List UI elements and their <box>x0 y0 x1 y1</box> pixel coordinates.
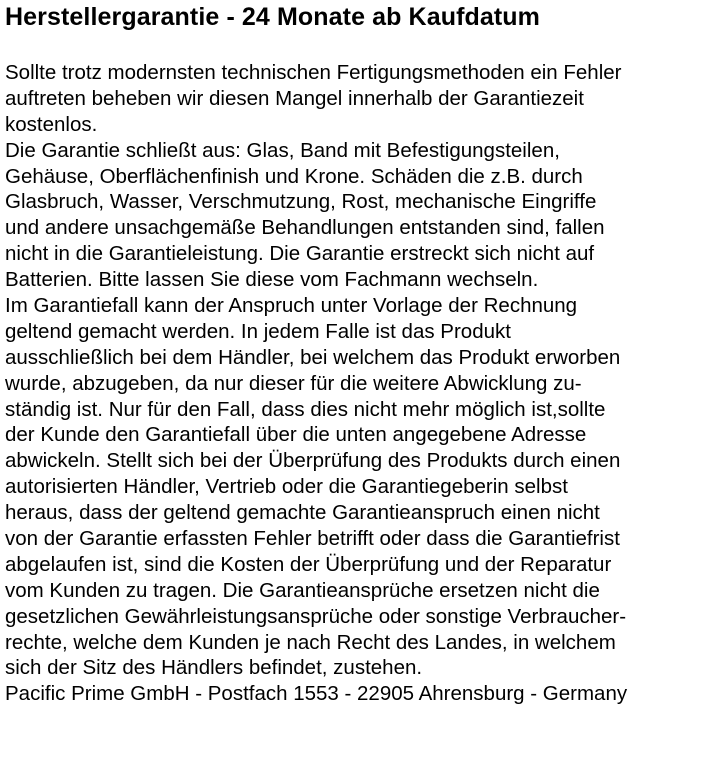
text-line: kostenlos. <box>5 112 98 136</box>
text-line: heraus, dass der geltend gemachte Garantieanspruch einen nicht <box>5 501 600 525</box>
text-line: nicht in die Garantieleistung. Die Garantie erstreckt sich nicht auf <box>5 242 595 266</box>
document-title: Herstellergarantie - 24 Monate ab Kaufdatum <box>5 3 540 31</box>
text-line: der Kunde den Garantiefall über die unten angegebene Adresse <box>5 423 587 447</box>
text-line: Gehäuse, Oberflächenfinish und Krone. Schäden die z.B. durch <box>5 164 583 188</box>
text-line: Sollte trotz modernsten technischen Fertigungsmethoden ein Fehler <box>5 61 622 84</box>
text-line: geltend gemacht werden. In jedem Falle ist das Produkt <box>5 319 511 343</box>
text-line: abgelaufen ist, sind die Kosten der Überprüfung und der Reparatur <box>5 552 612 576</box>
text-line: Im Garantiefall kann der Anspruch unter Vorlage der Rechnung <box>5 294 578 318</box>
text-line: von der Garantie erfassten Fehler betrifft oder dass die Garantiefrist <box>5 527 620 551</box>
document-body <box>5 60 720 707</box>
text-line: ständig ist. Nur für den Fall, dass dies nicht mehr möglich ist,sollte <box>5 397 606 421</box>
text-line: Batterien. Bitte lassen Sie diese vom Fachmann wechseln. <box>5 268 539 292</box>
text-line: abwickeln. Stellt sich bei der Überprüfung des Produkts durch einen <box>5 449 621 473</box>
text-line: ausschließlich bei dem Händler, bei welchem das Produkt erworben <box>5 345 621 369</box>
text-line: Glasbruch, Wasser, Verschmutzung, Rost, mechanische Eingriffe <box>5 190 597 214</box>
text-line: auftreten beheben wir diesen Mangel innerhalb der Garantiezeit <box>5 86 584 110</box>
text-line: gesetzlichen Gewährleistungsansprüche oder sonstige Verbraucher- <box>5 604 627 628</box>
company-address: Pacific Prime GmbH - Postfach 1553 - 22905 Ahrensburg - Germany <box>5 682 628 706</box>
text-line: autorisierten Händler, Vertrieb oder die Garantiegeberin selbst <box>5 475 568 499</box>
text-line: und andere unsachgemäße Behandlungen entstanden sind, fallen <box>5 216 605 240</box>
text-line: rechte, welche dem Kunden je nach Recht des Landes, in welchem <box>5 630 616 654</box>
text-line: wurde, abzugeben, da nur dieser für die weitere Abwicklung zu- <box>5 371 582 395</box>
text-line: sich der Sitz des Händlers befindet, zustehen. <box>5 656 423 680</box>
text-line: vom Kunden zu tragen. Die Garantieansprüche ersetzen nicht die <box>5 578 600 602</box>
text-line: Die Garantie schließt aus: Glas, Band mit Befestigungsteilen, <box>5 138 560 162</box>
